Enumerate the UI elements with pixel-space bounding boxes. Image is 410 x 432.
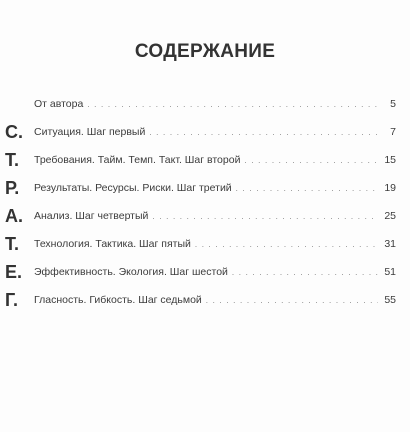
- toc-dot-leader: [232, 263, 378, 283]
- toc-entry-page: 55: [384, 294, 396, 306]
- toc-entry-letter: Т.: [5, 234, 19, 254]
- toc-entry-letter: Т.: [5, 150, 19, 170]
- toc-entry-step-7[interactable]: [0, 290, 410, 310]
- toc-entry-page: 5: [390, 98, 396, 110]
- toc-entry-page: 25: [384, 210, 396, 222]
- toc-dot-leader: [87, 95, 378, 115]
- toc-entry-step-2[interactable]: [0, 150, 410, 170]
- toc-entry-letter: С.: [5, 122, 23, 142]
- toc-entry-letter: Е.: [5, 262, 23, 282]
- toc-dot-leader: [236, 179, 378, 199]
- toc-entry-page: 7: [390, 126, 396, 138]
- toc-entry-page: 51: [384, 266, 396, 278]
- toc-entry-text: Эффективность. Экология. Шаг шестой: [34, 266, 228, 278]
- toc-entry-foreword[interactable]: [0, 94, 410, 114]
- toc-entry-text: Анализ. Шаг четвертый: [34, 210, 149, 222]
- toc-entry-text: Ситуация. Шаг первый: [34, 126, 146, 138]
- toc-entry-text: Технология. Тактика. Шаг пятый: [34, 238, 191, 250]
- page-title: СОДЕРЖАНИЕ: [134, 41, 276, 62]
- toc-entry-step-3[interactable]: [0, 178, 410, 198]
- toc-entry-step-5[interactable]: [0, 234, 410, 254]
- toc-dot-leader: [206, 291, 378, 311]
- toc-entry-page: 15: [384, 154, 396, 166]
- toc-dot-leader: [244, 151, 378, 171]
- toc-entry-text: Результаты. Ресурсы. Риски. Шаг третий: [34, 182, 232, 194]
- toc-entry-text: Требования. Тайм. Темп. Такт. Шаг второй: [34, 154, 241, 166]
- toc-dot-leader: [149, 123, 378, 143]
- toc-entry-letter: Г.: [5, 290, 18, 310]
- toc-entry-step-6[interactable]: [0, 262, 410, 282]
- toc-entry-text: Гласность. Гибкость. Шаг седьмой: [34, 294, 202, 306]
- toc-entry-step-1[interactable]: [0, 122, 410, 142]
- toc-entry-page: 19: [384, 182, 396, 194]
- toc-entry-letter: Р.: [5, 178, 20, 198]
- toc-entry-text: От автора: [34, 98, 84, 110]
- toc-entry-letter: А.: [5, 206, 23, 226]
- toc-dot-leader: [195, 235, 378, 255]
- toc-entry-page: 31: [384, 238, 396, 250]
- toc-dot-leader: [152, 207, 378, 227]
- toc-entry-step-4[interactable]: [0, 206, 410, 226]
